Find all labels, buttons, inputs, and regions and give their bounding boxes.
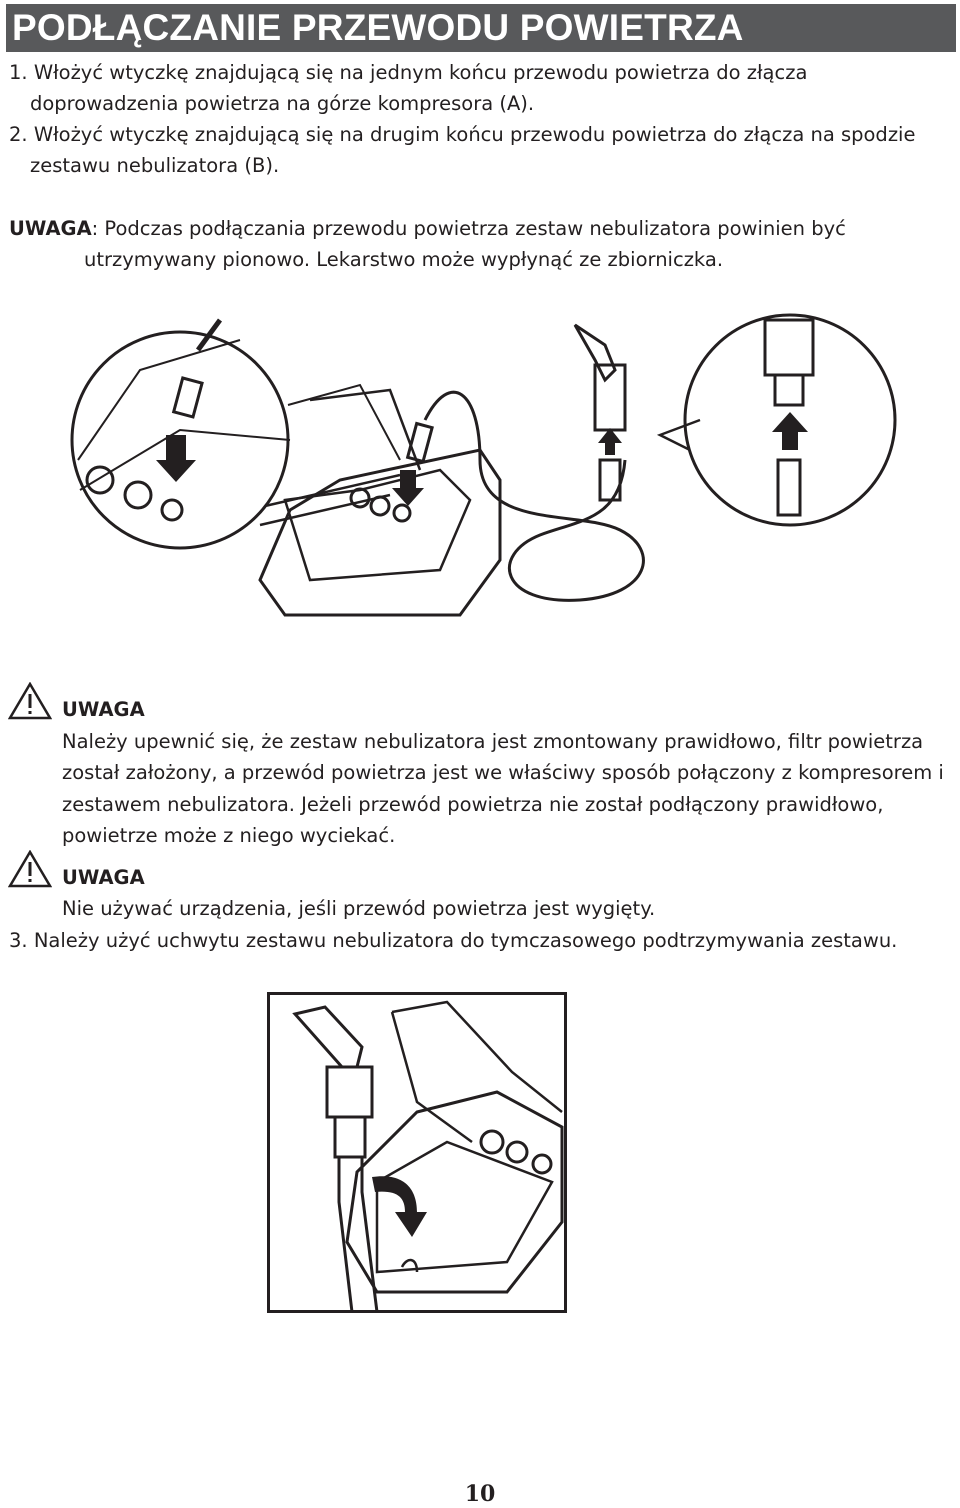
step-3-number: 3. (9, 929, 28, 952)
note-line-2: utrzymywany pionowo. Lekarstwo może wypłynąć ze zbiorniczka. (84, 248, 724, 271)
note-line-1 (9, 213, 846, 245)
heading-bar (6, 4, 956, 52)
note-text: : Podczas podłączania przewodu powietrza zestaw nebulizatora powinien być (91, 217, 846, 240)
step-3 (9, 925, 897, 957)
warning-2-text: Nie używać urządzenia, jeśli przewód powietrza jest wygięty. (62, 897, 656, 920)
note-label: UWAGA (9, 217, 92, 240)
step-3-text: Należy użyć uchwytu zestawu nebulizatora do tymczasowego podtrzymywania zestawu. (33, 929, 898, 952)
step-1-text: Włożyć wtyczkę znajdującą się na jednym końcu przewodu powietrza do złącza (33, 61, 808, 84)
step-1-line-1 (9, 57, 807, 89)
arrow-icon (156, 435, 196, 482)
warning-1-line-3: zestawem nebulizatora. Jeżeli przewód powietrza nie został podłączony prawidłowo, (62, 793, 884, 816)
step-1-line-2: doprowadzenia powietrza na górze kompresora (A). (30, 92, 535, 115)
step-2-text: Włożyć wtyczkę znajdującą się na drugim końcu przewodu powietrza do złącza na spodzie (33, 123, 916, 146)
page-number: 10 (464, 1481, 496, 1507)
arrow-icon (598, 428, 622, 455)
arrow-icon (772, 412, 808, 450)
arrow-icon (372, 1176, 427, 1237)
step-2-number: 2. (9, 123, 28, 146)
warning-triangle-icon (8, 850, 52, 888)
nebulizer-holder-illustration (267, 992, 567, 1313)
step-2-line-1 (9, 119, 915, 151)
warning-1-line-1: Należy upewnić się, że zestaw nebulizatora jest zmontowany prawidłowo, filtr powietrza (62, 730, 924, 753)
step-1-number: 1. (9, 61, 28, 84)
warning-1-line-4: powietrze może z niego wyciekać. (62, 824, 396, 847)
compressor-connection-illustration (60, 310, 910, 625)
warning-1-line-2: został założony, a przewód powietrza jest we właściwy sposób połączony z kompresorem i (62, 761, 944, 784)
warning-triangle-icon (8, 682, 52, 720)
page-title: PODŁĄCZANIE PRZEWODU POWIETRZA (12, 7, 744, 48)
warning-2-label: UWAGA (62, 866, 145, 889)
step-2-line-2: zestawu nebulizatora (B). (30, 154, 280, 177)
warning-1-label: UWAGA (62, 698, 145, 721)
